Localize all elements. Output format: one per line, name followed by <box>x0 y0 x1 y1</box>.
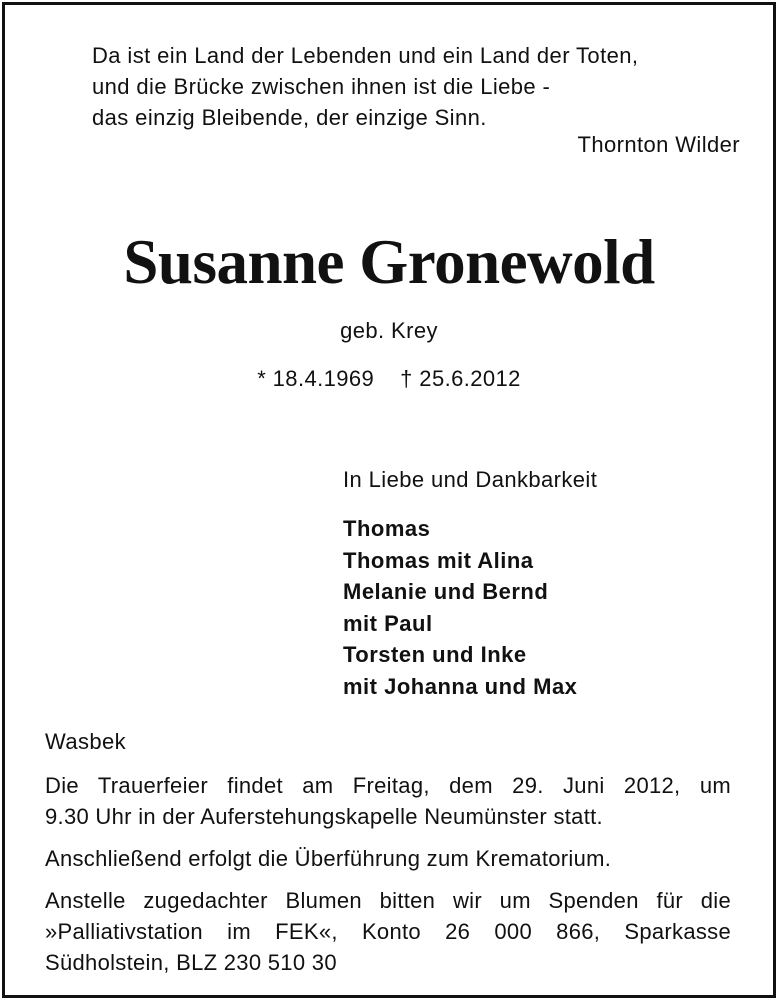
epigraph-quote <box>92 40 638 133</box>
donation-notice <box>45 885 731 978</box>
mourner-line: Torsten und Inke <box>343 642 527 667</box>
notice-line: »Palliativstation im FEK«, Konto 26 000 866, Sparkasse <box>45 919 731 944</box>
death-date: † 25.6.2012 <box>400 366 521 391</box>
quote-line: das einzig Bleibende, der einzige Sinn. <box>92 105 487 130</box>
notice-line: Anschließend erfolgt die Überführung zum Krematorium. <box>45 846 612 871</box>
notice-line: Anstelle zugedachter Blumen bitten wir um Spenden für die <box>45 888 731 913</box>
quote-author: Thornton Wilder <box>577 132 740 157</box>
mourner-line: mit Johanna und Max <box>343 673 578 699</box>
quote-line: und die Brücke zwischen ihnen ist die Liebe - <box>92 74 551 99</box>
notice-line: Die Trauerfeier findet am Freitag, dem 29. Juni 2012, um <box>45 773 731 798</box>
mourner-line: Melanie und Bernd <box>343 579 549 604</box>
transfer-notice <box>45 843 731 874</box>
notice-line: 9.30 Uhr in der Auferstehungskapelle Neumünster statt. <box>45 804 603 829</box>
birth-date: * 18.4.1969 <box>257 366 375 391</box>
life-dates <box>0 366 778 392</box>
quote-line: Da ist ein Land der Lebenden und ein Land der Toten, <box>92 43 639 68</box>
mourners-intro: In Liebe und Dankbarkeit <box>343 467 598 492</box>
deceased-name: Susanne Gronewold <box>123 227 655 297</box>
place-name: Wasbek <box>45 729 127 754</box>
notice-line: Südholstein, BLZ 230 510 30 <box>45 950 337 975</box>
mourners-list <box>343 513 577 702</box>
mourner-line: Thomas mit Alina <box>343 547 534 573</box>
mourner-line: Thomas <box>343 516 431 541</box>
mourner-line: mit Paul <box>343 610 433 636</box>
funeral-notice <box>45 770 731 832</box>
maiden-name: geb. Krey <box>340 318 438 343</box>
